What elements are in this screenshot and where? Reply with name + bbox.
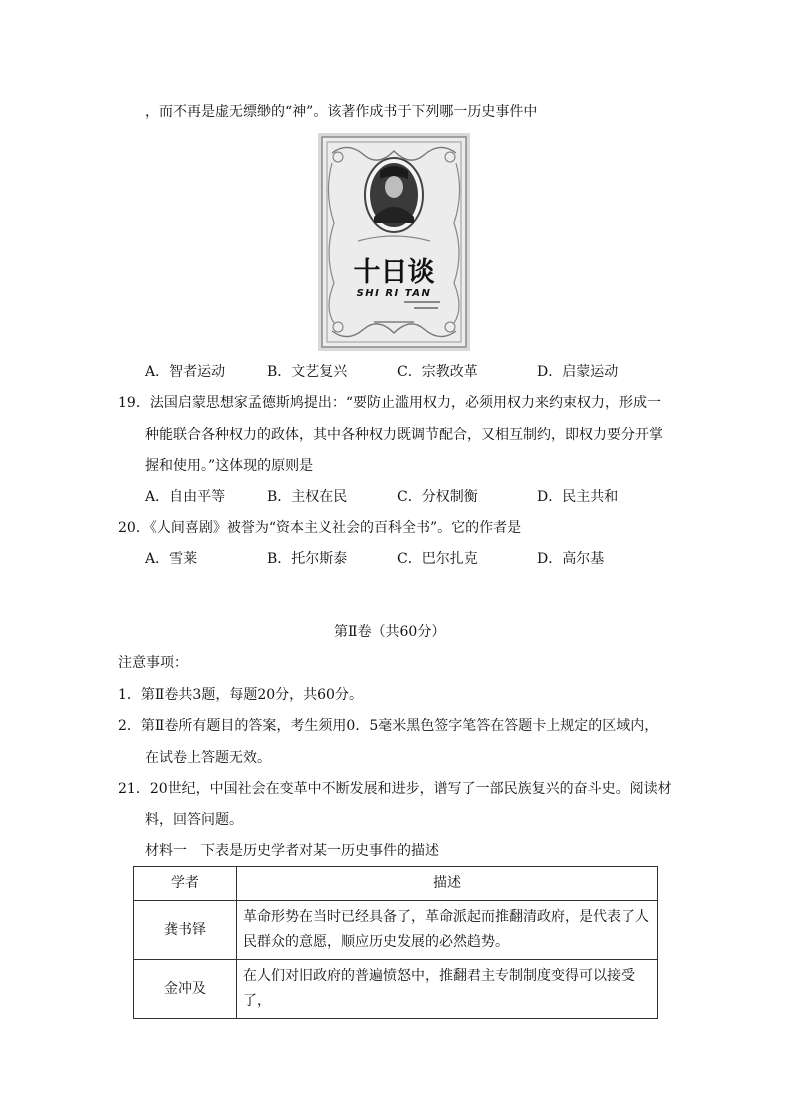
material-1-caption: 材料一 下表是历史学者对某一历史事件的描述 (145, 843, 439, 859)
scholar-name: 金冲及 (134, 960, 237, 1019)
q21-stem-line-1: 21．20世纪，中国社会在变革中不断发展和进步，谱写了一部民族复兴的奋斗史。阅读材 (118, 781, 672, 797)
scholar-name: 龚书铎 (134, 901, 237, 960)
notice-item-1: 1．第Ⅱ卷共3题，每题20分，共60分。 (118, 687, 363, 703)
header-description: 描述 (237, 867, 658, 901)
q18-options (0, 362, 790, 382)
notice-item-2-cont: 在试卷上答题无效。 (145, 750, 271, 766)
description-line: 革命形势在当时已经具备了，革命派起而推翻清政府，是代表了人 (243, 909, 649, 925)
header-scholar: 学者 (134, 867, 237, 901)
table-row (134, 901, 658, 960)
book-cover-image (318, 133, 470, 351)
q20-options (0, 549, 790, 569)
q19-option-d[interactable]: D．民主共和 (537, 489, 619, 505)
book-title-text: 十日谈 (353, 257, 435, 288)
q20-option-a[interactable]: A．雪莱 (145, 551, 198, 567)
description-line: 民群众的意愿，顺应历史发展的必然趋势。 (243, 934, 509, 950)
q19-stem-line-1: 19．法国启蒙思想家孟德斯鸠提出：“要防止滥用权力，必须用权力来约束权力，形成一 (118, 395, 661, 411)
scholar-table (133, 866, 658, 1019)
q20-option-d[interactable]: D．高尔基 (537, 551, 605, 567)
q19-options (0, 487, 790, 507)
q19-option-a[interactable]: A．自由平等 (145, 489, 226, 505)
q18-stem-tail: ，而不再是虚无缥缈的“神”。该著作成书于下列哪一历史事件中 (145, 104, 538, 120)
q18-option-b[interactable]: B．文艺复兴 (267, 364, 348, 380)
table-header-row (134, 867, 658, 901)
description-line: 在人们对旧政府的普遍愤怒中，推翻君主专制制度变得可以接受了， (243, 968, 635, 1009)
scholar-description (237, 960, 658, 1019)
table-row (134, 960, 658, 1019)
notice-item-2: 2．第Ⅱ卷所有题目的答案，考生须用0．5毫米黑色签字笔答在答题卡上规定的区域内， (118, 718, 659, 734)
scholar-description (237, 901, 658, 960)
book-title (354, 257, 435, 288)
book-cover-svg (318, 133, 470, 351)
q19-option-b[interactable]: B．主权在民 (267, 489, 348, 505)
q18-option-d[interactable]: D．启蒙运动 (537, 364, 619, 380)
q20-stem: 20．《人间喜剧》被誉为“资本主义社会的百科全书”。它的作者是 (118, 520, 522, 536)
q19-stem-line-3: 握和使用。”这体现的原则是 (145, 458, 314, 474)
q19-option-c[interactable]: C．分权制衡 (397, 489, 478, 505)
q21-stem-line-2: 料，回答问题。 (145, 812, 243, 828)
q20-option-c[interactable]: C．巴尔扎克 (397, 551, 478, 567)
book-pinyin: SHI RI TAN (356, 288, 432, 299)
part2-title: 第Ⅱ卷（共60分） (334, 624, 446, 640)
q20-option-b[interactable]: B．托尔斯泰 (267, 551, 348, 567)
notice-label: 注意事项： (118, 655, 188, 671)
q19-stem-line-2: 种能联合各种权力的政体，其中各种权力既调节配合，又相互制约，即权力要分开掌 (145, 427, 663, 443)
q18-option-a[interactable]: A．智者运动 (145, 364, 226, 380)
q18-option-c[interactable]: C．宗教改革 (397, 364, 478, 380)
